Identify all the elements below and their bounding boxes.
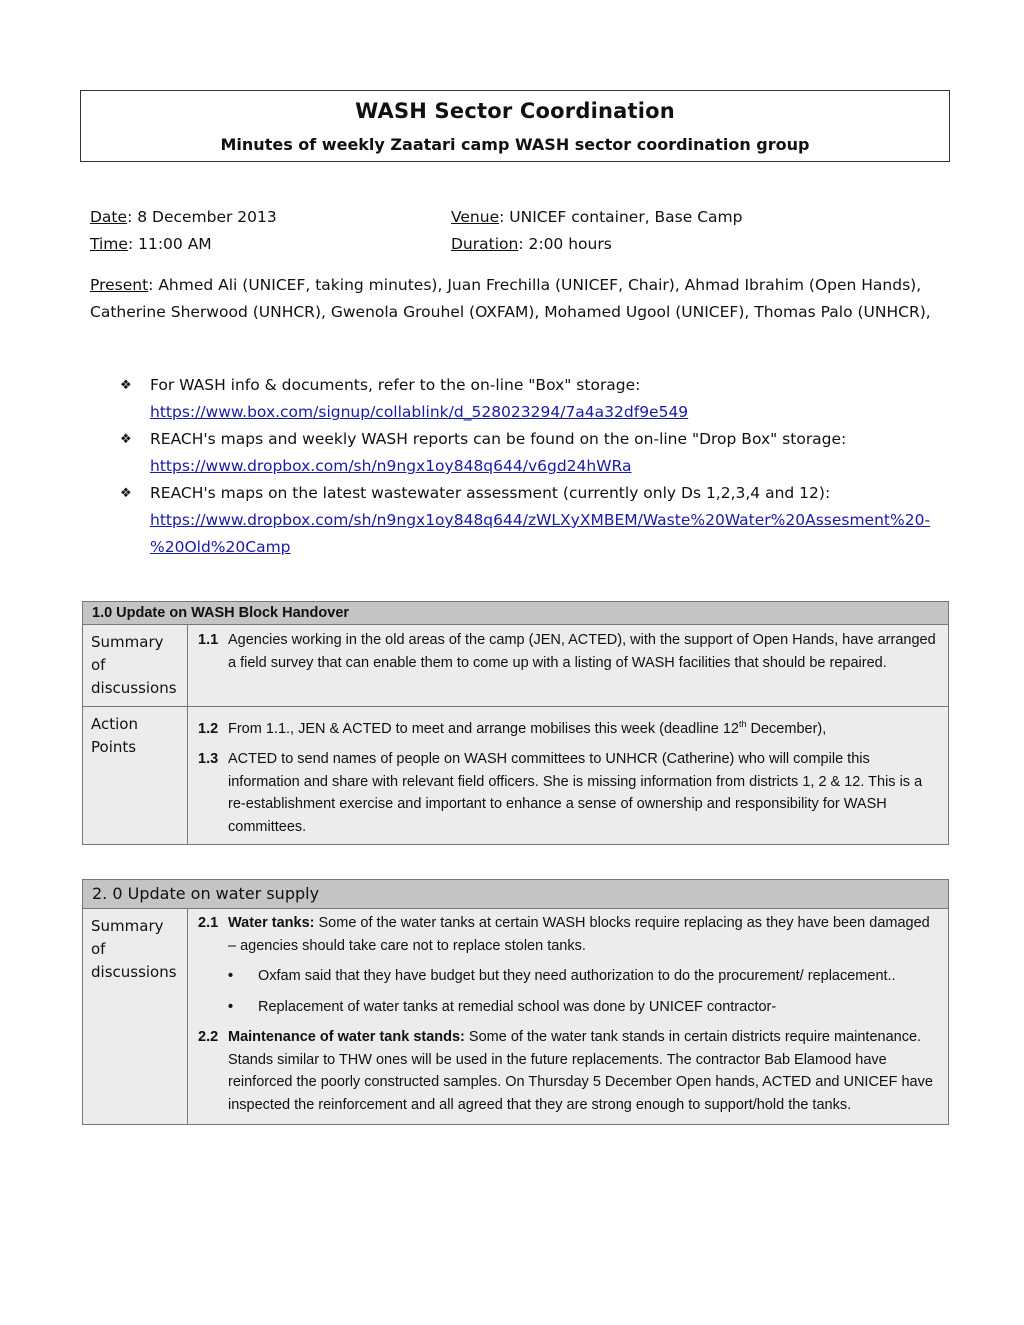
duration-line: Duration: 2:00 hours bbox=[451, 235, 612, 253]
duration-label: Duration bbox=[451, 235, 519, 253]
diamond-bullet-icon: ❖ bbox=[120, 432, 132, 447]
date-line: Date: 8 December 2013 bbox=[90, 208, 277, 226]
bullet-item bbox=[198, 965, 940, 988]
venue-line: Venue: UNICEF container, Base Camp bbox=[451, 208, 743, 226]
dropbox-wastewater-link[interactable]: https://www.dropbox.com/sh/n9ngx1oy848q644/zWLXyXMBEM/Waste%20Water%20Assesment%20-%20Old%20Camp bbox=[150, 511, 931, 556]
item-1-3 bbox=[198, 748, 940, 838]
summary-label: Summary of discussions bbox=[83, 625, 188, 706]
action-points-label: Action Points bbox=[83, 707, 188, 844]
action-body bbox=[188, 707, 948, 844]
dropbox-reports-link[interactable]: https://www.dropbox.com/sh/n9ngx1oy848q644/v6gd24hWRa bbox=[150, 457, 632, 475]
item-text: Agencies working in the old areas of the camp (JEN, ACTED), with the support of Open Hands, have arranged a field survey that can enable them to come up with a listing of WASH facilities that should be repaired. bbox=[228, 632, 936, 671]
item-text: ACTED to send names of people on WASH committees to UNHCR (Catherine) who will compile this information and share with relevant field officers. She is missing information from districts 1, 2 & 12. This is a re-establishment exercise and important to enhance a sense of ownership and responsibility for WASH committees. bbox=[228, 751, 923, 835]
summary-body bbox=[188, 909, 948, 1124]
time-line: Time: 11:00 AM bbox=[90, 235, 212, 253]
item-text: Some of the water tank stands in certain districts require maintenance. Stands similar to THW ones will be used in the future replacements. The contractor Bab Elamood have reinforced the poorly constructed samples. On Thursday 5 December Open hands, ACTED and UNICEF have inspected the reinforcement and all agreed that they are strong enough to support/hold the tanks. bbox=[228, 1029, 933, 1113]
list-item bbox=[120, 372, 940, 426]
item-key: Water tanks: bbox=[228, 915, 315, 931]
section-title: 1.0 Update on WASH Block Handover bbox=[83, 602, 948, 625]
box-storage-link[interactable]: https://www.box.com/signup/collablink/d_528023294/7a4a32df9e549 bbox=[150, 403, 689, 421]
diamond-bullet-icon: ❖ bbox=[120, 486, 132, 501]
summary-label: Summary of discussions bbox=[83, 909, 188, 1124]
section-title: 2. 0 Update on water supply bbox=[83, 880, 948, 909]
link-description: REACH's maps and weekly WASH reports can be found on the on-line "Drop Box" storage: bbox=[150, 430, 847, 448]
bullet-dot-icon: • bbox=[228, 998, 234, 1015]
storage-links-list bbox=[120, 372, 940, 561]
date-label: Date bbox=[90, 208, 128, 226]
present-label: Present bbox=[90, 276, 149, 294]
item-text: From 1.1., JEN & ACTED to meet and arrange mobilises this week (deadline 12 bbox=[228, 720, 739, 737]
ordinal-suffix: th bbox=[738, 719, 747, 729]
time-value: 11:00 AM bbox=[138, 235, 212, 253]
bullet-dot-icon: • bbox=[228, 968, 234, 984]
document-title: WASH Sector Coordination bbox=[355, 99, 675, 123]
section-wash-block-handover bbox=[82, 601, 949, 845]
document-subtitle: Minutes of weekly Zaatari camp WASH sector coordination group bbox=[220, 135, 810, 154]
table-row bbox=[83, 909, 948, 1124]
table-row bbox=[83, 707, 948, 844]
bullet-text: Replacement of water tanks at remedial school was done by UNICEF contractor- bbox=[258, 998, 777, 1015]
date-value: 8 December 2013 bbox=[137, 208, 277, 226]
list-item bbox=[120, 480, 940, 561]
bullet-text: Oxfam said that they have budget but they need authorization to do the procurement/ replacement.. bbox=[258, 968, 896, 984]
diamond-bullet-icon: ❖ bbox=[120, 378, 132, 393]
list-item bbox=[120, 426, 940, 480]
venue-label: Venue bbox=[451, 208, 500, 226]
item-1-1 bbox=[198, 629, 940, 674]
venue-value: UNICEF container, Base Camp bbox=[509, 208, 743, 226]
item-1-2 bbox=[198, 713, 940, 740]
present-text: Ahmed Ali (UNICEF, taking minutes), Juan Frechilla (UNICEF, Chair), Ahmad Ibrahim (Open Hands), Catherine Sherwood (UNHCR), Gwenola Grouhel (OXFAM), Mohamed Ugool (UNICEF), Thomas Palo (UNHCR), bbox=[90, 276, 931, 321]
time-label: Time bbox=[90, 235, 128, 253]
link-description: REACH's maps on the latest wastewater assessment (currently only Ds 1,2,3,4 and 12): bbox=[150, 484, 831, 502]
link-description: For WASH info & documents, refer to the on-line "Box" storage: bbox=[150, 376, 641, 394]
item-number: 2.2 bbox=[198, 1029, 219, 1045]
item-key: Maintenance of water tank stands: bbox=[228, 1029, 465, 1045]
item-text-end: December), bbox=[746, 720, 827, 737]
title-box bbox=[80, 90, 950, 162]
summary-body bbox=[188, 625, 948, 706]
table-row bbox=[83, 625, 948, 707]
item-2-2 bbox=[198, 1026, 940, 1116]
item-number: 2.1 bbox=[198, 915, 219, 931]
section-water-supply bbox=[82, 879, 949, 1125]
duration-value: 2:00 hours bbox=[528, 235, 612, 253]
bullet-item bbox=[198, 996, 940, 1019]
item-text: Some of the water tanks at certain WASH blocks require replacing as they have been damaged – agencies should take care not to replace stolen tanks. bbox=[228, 915, 930, 954]
item-2-1 bbox=[198, 912, 940, 957]
attendees-paragraph: Present: Ahmed Ali (UNICEF, taking minutes), Juan Frechilla (UNICEF, Chair), Ahmad Ibrahim (Open Hands), Catherine Sherwood (UNHCR), Gwenola Grouhel (OXFAM), Mohamed Ugool (UNICEF), Thomas Palo (UNHCR), bbox=[90, 276, 931, 321]
item-number: 1.2 bbox=[198, 720, 219, 737]
item-number: 1.1 bbox=[198, 632, 219, 648]
item-number: 1.3 bbox=[198, 751, 219, 768]
